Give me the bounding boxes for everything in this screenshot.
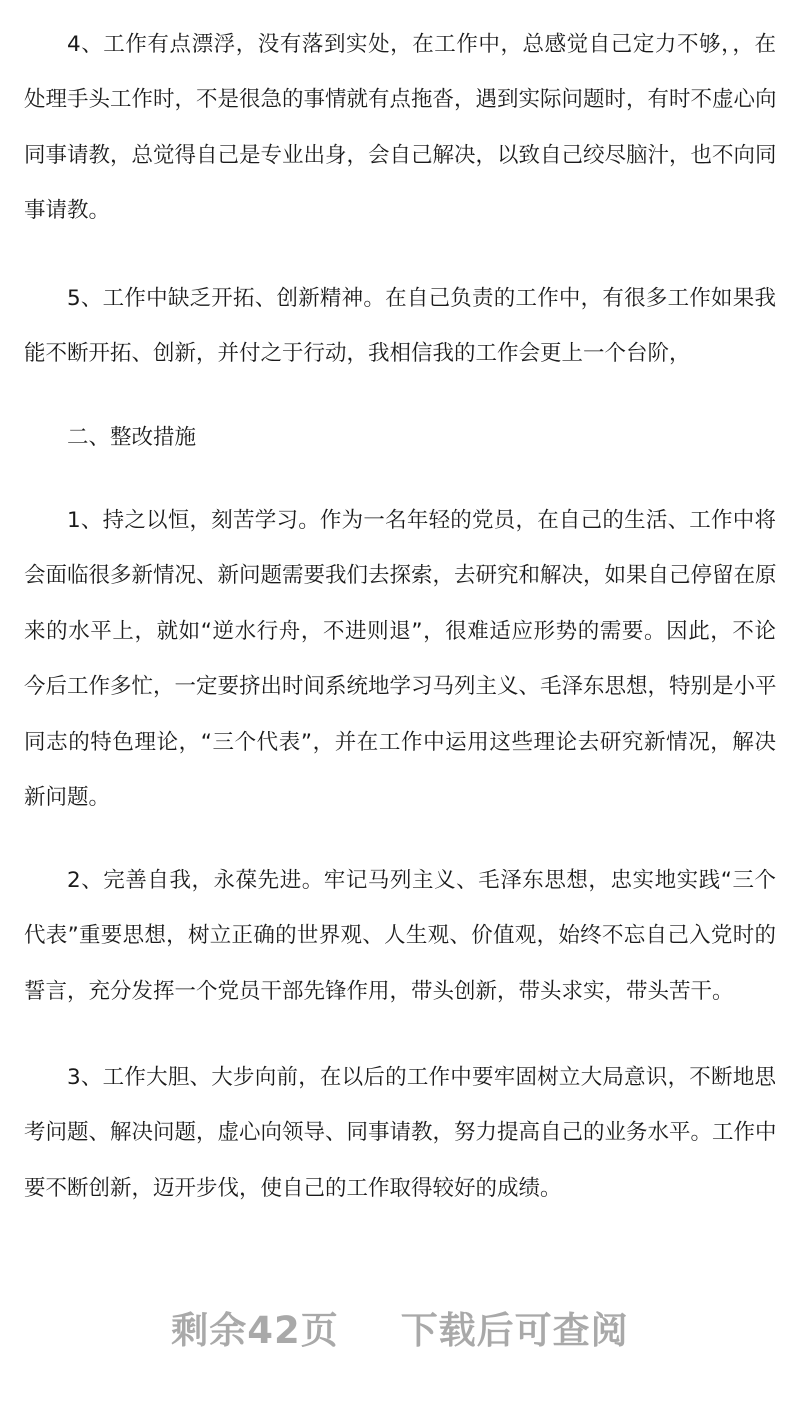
text-line: 4、工作有点漂浮，没有落到实处，在工作中，总感觉自己定力不够，，在 [67,32,776,57]
text-line: 事请教。 [24,198,111,224]
download-prompt[interactable] [0,1300,800,1354]
text-line: 要不断创新，迈开步伐，使自己的工作取得较好的成绩。 [24,1175,562,1201]
paragraph-4-lack-of-focus [24,17,776,239]
text-line: 二、整改措施 [67,425,197,450]
text-line: 新问题。 [24,784,111,810]
text-line: 1、持之以恒，刻苦学习。作为一名年轻的党员，在自己的生活、工作中将 [67,508,776,533]
text-line: 今后工作多忙，一定要挤出时间系统地学习马列主义、毛泽东思想，特别是小平 [24,674,777,700]
text-line: 代表”重要思想，树立正确的世界观、人生观、价值观，始终不忘自己入党时的 [24,923,776,949]
text-line: 来的水平上，就如“逆水行舟，不进则退”，很难适应形势的需要。因此，不论 [24,618,776,644]
text-line: 同志的特色理论，“三个代表”，并在工作中运用这些理论去研究新情况，解决 [24,729,776,755]
text-line: 3、工作大胆、大步向前，在以后的工作中要牢固树立大局意识，不断地思 [67,1065,776,1090]
text-line: 2、完善自我，永葆先进。牢记马列主义、毛泽东思想，忠实地实践“三个 [67,868,776,893]
text-line: 5、工作中缺乏开拓、创新精神。在自己负责的工作中，有很多工作如果我 [67,286,776,311]
text-line: 处理手头工作时，不是很急的事情就有点拖沓，遇到实际问题时，有时不虚心向 [24,87,777,113]
section-heading-rectification [24,410,776,465]
measure-1-study [24,493,776,825]
text-line: 能不断开拓、创新，并付之于行动，我相信我的工作会更上一个台阶， [24,341,691,367]
text-line: 考问题、解决问题，虚心向领导、同事请教，努力提高自己的业务水平。工作中 [24,1120,777,1146]
remaining-pages-label[interactable]: 剩余42页 [171,1309,339,1352]
text-line: 誓言，充分发挥一个党员干部先锋作用，带头创新，带头求实，带头苦干。 [24,978,734,1004]
measure-2-self-improvement [24,853,776,1019]
measure-3-bold-work [24,1050,776,1216]
paragraph-5-lack-of-innovation [24,271,776,382]
download-to-read-label[interactable]: 下载后可查阅 [400,1309,629,1352]
text-line: 会面临很多新情况、新问题需要我们去探索，去研究和解决，如果自己停留在原 [24,563,777,589]
text-line: 同事请教，总觉得自己是专业出身，会自己解决，以致自己绞尽脑汁，也不向同 [24,142,777,168]
